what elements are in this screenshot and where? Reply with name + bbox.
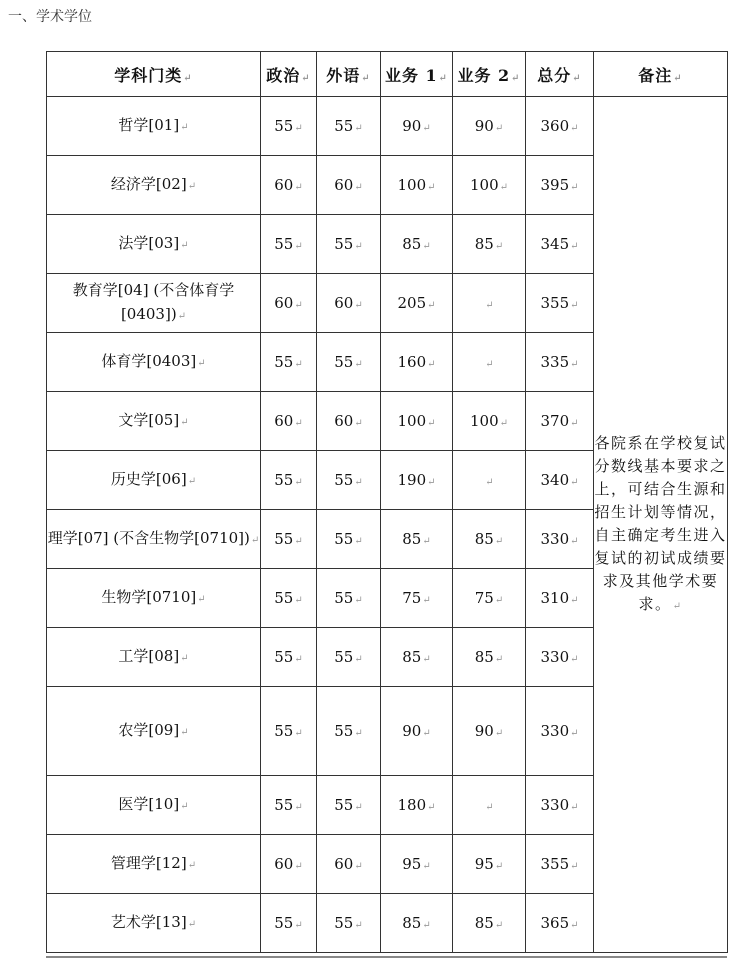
subject-cell: 工学[08]↵ (47, 628, 261, 687)
header-total: 总分↵ (526, 52, 594, 97)
total-cell: 395↵ (526, 156, 594, 215)
total-cell: 370↵ (526, 392, 594, 451)
course1-cell: 85↵ (381, 628, 453, 687)
subject-cell: 历史学[06]↵ (47, 451, 261, 510)
total-cell: 365↵ (526, 894, 594, 953)
politics-cell: 55↵ (261, 569, 317, 628)
subject-cell: 艺术学[13]↵ (47, 894, 261, 953)
total-cell: 340↵ (526, 451, 594, 510)
politics-cell: 55↵ (261, 628, 317, 687)
course2-cell: 90↵ (453, 687, 526, 776)
subject-cell: 法学[03]↵ (47, 215, 261, 274)
foreign-cell: 60↵ (317, 156, 381, 215)
politics-cell: 55↵ (261, 97, 317, 156)
table-row (47, 97, 728, 156)
politics-cell: 55↵ (261, 687, 317, 776)
course1-cell: 180↵ (381, 776, 453, 835)
politics-cell: 55↵ (261, 215, 317, 274)
remark-cell: 各院系在学校复试分数线基本要求之上，可结合生源和招生计划等情况，自主确定考生进入复试的初试成绩要求及其他学术要求。↵ (594, 97, 728, 953)
subject-cell: 理学[07] (不含生物学[0710])↵ (47, 510, 261, 569)
subject-cell: 农学[09]↵ (47, 687, 261, 776)
foreign-cell: 55↵ (317, 97, 381, 156)
total-cell: 310↵ (526, 569, 594, 628)
total-cell: 335↵ (526, 333, 594, 392)
subject-cell: 管理学[12]↵ (47, 835, 261, 894)
section-title: 一、学术学位 (8, 9, 92, 25)
course1-cell: 90↵ (381, 687, 453, 776)
politics-cell: 55↵ (261, 451, 317, 510)
foreign-cell: 55↵ (317, 628, 381, 687)
subject-cell: 体育学[0403]↵ (47, 333, 261, 392)
course1-cell: 75↵ (381, 569, 453, 628)
politics-cell: 60↵ (261, 392, 317, 451)
course2-cell: 85↵ (453, 510, 526, 569)
bottom-rule (46, 956, 727, 958)
foreign-cell: 55↵ (317, 510, 381, 569)
subject-cell: 经济学[02]↵ (47, 156, 261, 215)
header-subject: 学科门类↵ (47, 52, 261, 97)
course1-cell: 85↵ (381, 894, 453, 953)
politics-cell: 55↵ (261, 510, 317, 569)
score-table (46, 51, 728, 953)
politics-cell: 55↵ (261, 776, 317, 835)
foreign-cell: 55↵ (317, 451, 381, 510)
foreign-cell: 60↵ (317, 392, 381, 451)
foreign-cell: 55↵ (317, 569, 381, 628)
subject-cell: 教育学[04] (不含体育学[0403])↵ (47, 274, 261, 333)
foreign-cell: 60↵ (317, 835, 381, 894)
foreign-cell: 55↵ (317, 894, 381, 953)
foreign-cell: 55↵ (317, 333, 381, 392)
course2-cell: ↵ (453, 333, 526, 392)
foreign-cell: 60↵ (317, 274, 381, 333)
course2-cell: 85↵ (453, 628, 526, 687)
course1-cell: 90↵ (381, 97, 453, 156)
total-cell: 330↵ (526, 510, 594, 569)
course1-cell: 100↵ (381, 392, 453, 451)
header-politics: 政治↵ (261, 52, 317, 97)
subject-cell: 文学[05]↵ (47, 392, 261, 451)
header-foreign-language: 外语↵ (317, 52, 381, 97)
header-course-2: 业务 2↵ (453, 52, 526, 97)
politics-cell: 55↵ (261, 333, 317, 392)
course1-cell: 85↵ (381, 510, 453, 569)
course1-cell: 160↵ (381, 333, 453, 392)
course2-cell: 85↵ (453, 215, 526, 274)
total-cell: 345↵ (526, 215, 594, 274)
course1-cell: 205↵ (381, 274, 453, 333)
course1-cell: 95↵ (381, 835, 453, 894)
total-cell: 355↵ (526, 274, 594, 333)
foreign-cell: 55↵ (317, 687, 381, 776)
total-cell: 330↵ (526, 628, 594, 687)
course1-cell: 100↵ (381, 156, 453, 215)
course2-cell: 95↵ (453, 835, 526, 894)
politics-cell: 55↵ (261, 894, 317, 953)
course2-cell: 85↵ (453, 894, 526, 953)
total-cell: 330↵ (526, 776, 594, 835)
foreign-cell: 55↵ (317, 776, 381, 835)
header-course-1: 业务 1↵ (381, 52, 453, 97)
total-cell: 330↵ (526, 687, 594, 776)
subject-cell: 医学[10]↵ (47, 776, 261, 835)
course2-cell: ↵ (453, 451, 526, 510)
total-cell: 360↵ (526, 97, 594, 156)
header-remark: 备注↵ (594, 52, 728, 97)
subject-cell: 生物学[0710]↵ (47, 569, 261, 628)
course2-cell: 90↵ (453, 97, 526, 156)
course1-cell: 85↵ (381, 215, 453, 274)
course2-cell: ↵ (453, 776, 526, 835)
politics-cell: 60↵ (261, 274, 317, 333)
course1-cell: 190↵ (381, 451, 453, 510)
course2-cell: ↵ (453, 274, 526, 333)
subject-cell: 哲学[01]↵ (47, 97, 261, 156)
course2-cell: 75↵ (453, 569, 526, 628)
course2-cell: 100↵ (453, 392, 526, 451)
politics-cell: 60↵ (261, 835, 317, 894)
foreign-cell: 55↵ (317, 215, 381, 274)
header-row (47, 52, 728, 97)
course2-cell: 100↵ (453, 156, 526, 215)
total-cell: 355↵ (526, 835, 594, 894)
politics-cell: 60↵ (261, 156, 317, 215)
